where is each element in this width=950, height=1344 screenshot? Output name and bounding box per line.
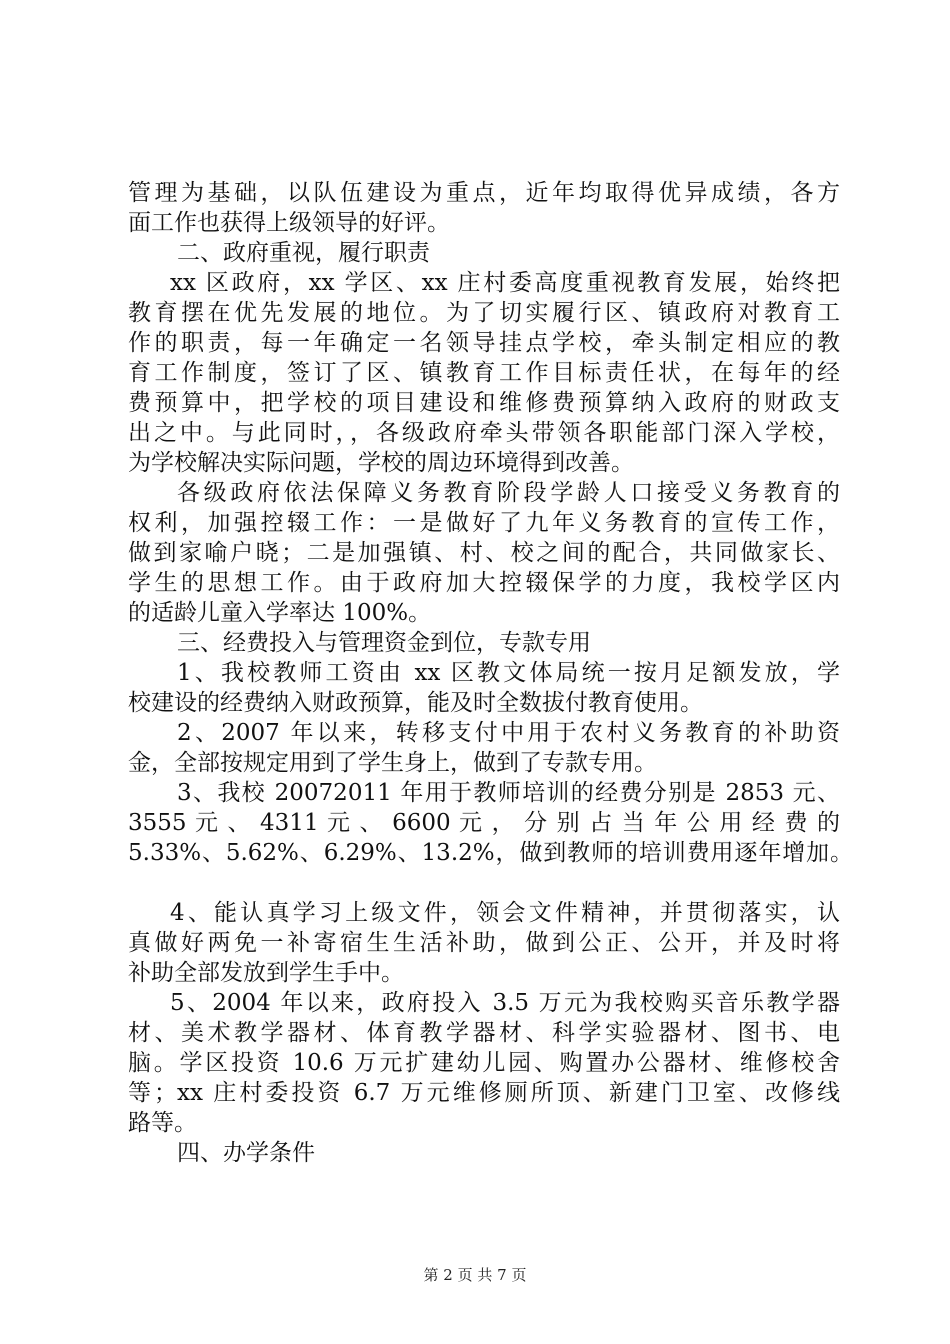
- paragraph-line: xx 区政府，xx 学区、xx 庄村委高度重视教育发展，始终把: [170, 270, 840, 296]
- paragraph-line: 的适龄儿童入学率达 100%。: [128, 600, 432, 626]
- paragraph-line: 各级政府依法保障义务教育阶段学龄人口接受义务教育的: [177, 480, 840, 506]
- section-heading: 三、经费投入与管理资金到位，专款专用: [177, 630, 591, 656]
- paragraph-line: 教育摆在优先发展的地位。为了切实履行区、镇政府对教育工: [128, 300, 840, 326]
- paragraph-line: 学生的思想工作。由于政府加大控辍保学的力度，我校学区内: [128, 570, 840, 596]
- paragraph-line: 育工作制度，签订了区、镇教育工作目标责任状，在每年的经: [128, 360, 840, 386]
- paragraph-line: 3、我校 20072011 年用于教师培训的经费分别是 2853 元、: [177, 780, 840, 806]
- paragraph-line: 补助全部发放到学生手中。: [128, 960, 404, 986]
- paragraph-line: 作的职责，每一年确定一名领导挂点学校，牵头制定相应的教: [128, 330, 840, 356]
- paragraph-line: 真做好两免一补寄宿生生活补助，做到公正、公开，并及时将: [128, 930, 840, 956]
- paragraph-line: 5.33%、5.62%、6.29%、13.2%，做到教师的培训费用逐年增加。: [128, 840, 853, 866]
- paragraph-line: 校建设的经费纳入财政预算，能及时全数拔付教育使用。: [128, 690, 703, 716]
- paragraph-line: 费预算中，把学校的项目建设和维修费预算纳入政府的财政支: [128, 390, 840, 416]
- paragraph-line: 材、美术教学器材、体育教学器材、科学实验器材、图书、电: [128, 1020, 840, 1046]
- paragraph-line: 出之中。与此同时，，各级政府牵头带领各职能部门深入学校，: [128, 420, 840, 446]
- section-heading: 二、政府重视，履行职责: [177, 240, 430, 266]
- page-number-footer: 第 2 页 共 7 页: [423, 1266, 527, 1284]
- paragraph-line: 2、2007 年以来，转移支付中用于农村义务教育的补助资: [177, 720, 840, 746]
- paragraph-line: 3555 元 、 4311 元 、 6600 元 ， 分 别 占 当 年 公 用 经 费 的: [128, 810, 840, 836]
- paragraph-line: 等；xx 庄村委投资 6.7 万元维修厕所顶、新建门卫室、改修线: [128, 1080, 840, 1106]
- paragraph-line: 管理为基础，以队伍建设为重点，近年均取得优异成绩，各方: [128, 180, 840, 206]
- section-heading: 四、办学条件: [177, 1140, 315, 1166]
- paragraph-line: 面工作也获得上级领导的好评。: [128, 210, 450, 236]
- paragraph-line: 脑。学区投资 10.6 万元扩建幼儿园、购置办公器材、维修校舍: [128, 1050, 840, 1076]
- paragraph-line: 为学校解决实际问题，学校的周边环境得到改善。: [128, 450, 634, 476]
- paragraph-line: 4、能认真学习上级文件，领会文件精神，并贯彻落实，认: [170, 900, 840, 926]
- paragraph-line: 做到家喻户晓；二是加强镇、村、校之间的配合，共同做家长、: [128, 540, 840, 566]
- paragraph-line: 路等。: [128, 1110, 197, 1136]
- paragraph-line: 权利，加强控辍工作：一是做好了九年义务教育的宣传工作，: [128, 510, 840, 536]
- paragraph-line: 5、2004 年以来，政府投入 3.5 万元为我校购买音乐教学器: [170, 990, 840, 1016]
- paragraph-line: 1、我校教师工资由 xx 区教文体局统一按月足额发放，学: [177, 660, 840, 686]
- paragraph-line: 金，全部按规定用到了学生身上，做到了专款专用。: [128, 750, 657, 776]
